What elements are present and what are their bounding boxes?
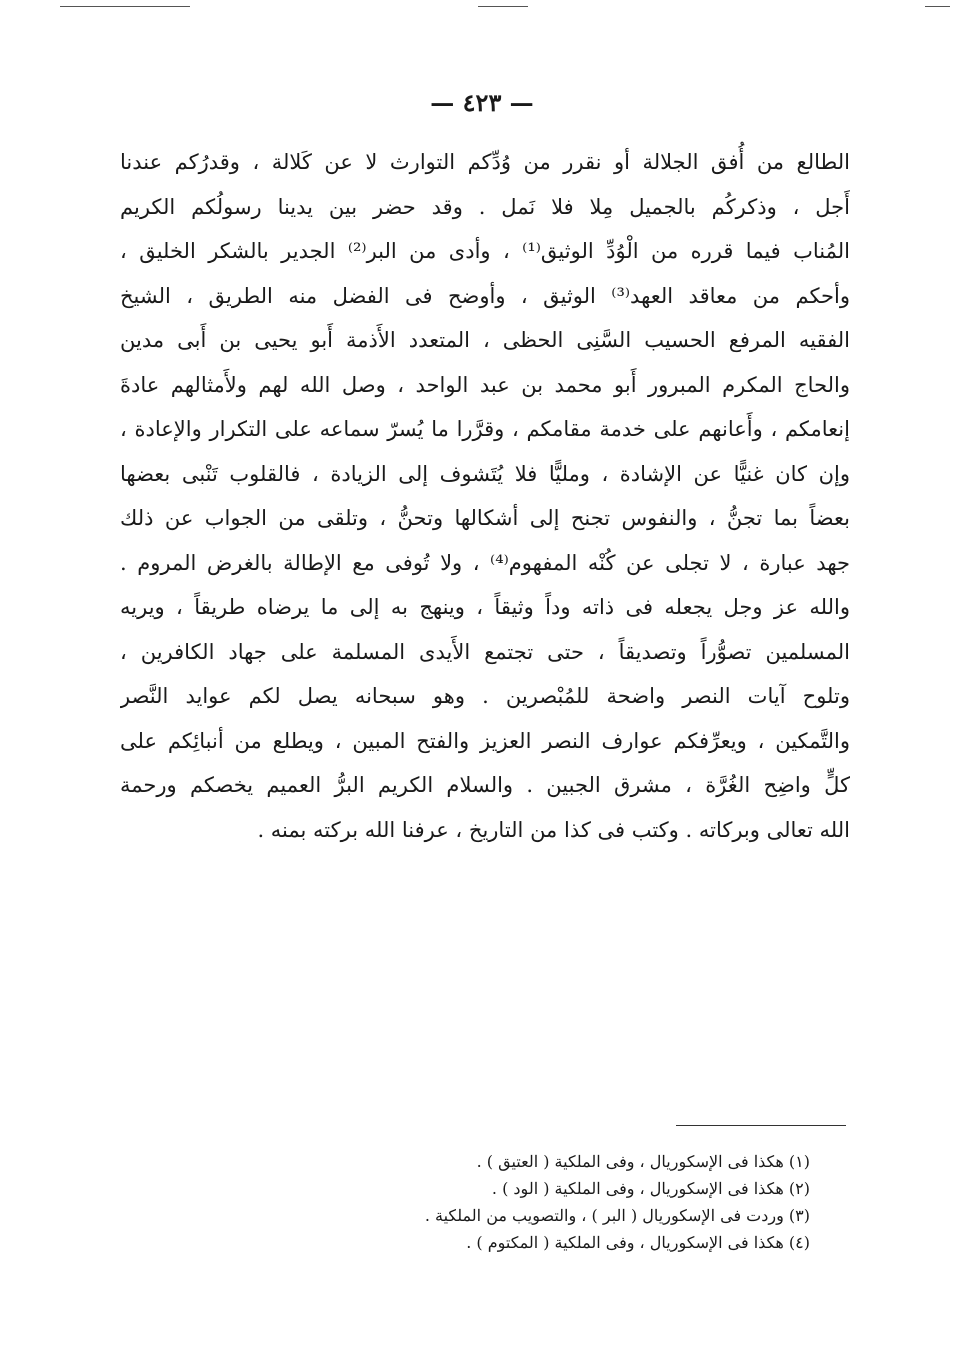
body-line: وتلوح آيات النصر واضحة للمُبْصرين . وهو سبحانه يصل لكم عوايد النَّصر [120,684,850,708]
footnote-3: (٣) وردت فى الإسكوريال ( البر ) ، والتصويب من الملكية . [424,1206,810,1225]
body-line: والتَّمكين ، ويعرِّفكم عوارف النصر العزيز والفتح المبين ، ويطلع من أنبائِكم على [120,728,850,753]
body-line: والحاج المكرم المبرور أَبو محمد بن عبد الواحد ، وصل الله لهم ولأَمثالهم عادةَ [120,372,850,397]
body-line: الفقيه المرفع الحسيب السَّنِى الحظى ، المتعدد الأَذمة أَبو يحيى بن أَبى مدين [120,328,850,352]
body-line: إنعامكم ، وأَعانهم على خدمة مقامكم ، وقرَّرا ما يُسرّ سماعه على التكرار والإعادة ، [120,417,850,441]
footnote-separator [676,1125,846,1126]
footnotes [300,1148,810,1256]
top-edge-rule-right [925,6,950,7]
body-line: الطالع من أُفق الجلالة أو نقرر من وُدِّكم التوارث لا عن كَلالة ، وقدرُكم عندنا [120,150,850,174]
page-number: — ٤٢٣ — [430,88,534,117]
footnote-1: (١) هكذا فى الإسكوريال ، وفى الملكية ( العتيق ) . [476,1152,810,1171]
footnote-4: (٤) هكذا فى الإسكوريال ، وفى الملكية ( المكتوم ) . [466,1233,810,1252]
top-edge-rule-center [478,6,528,7]
body-line: جهد عبارة ، لا تجلى عن كُنْه المفهوم⁽⁴⁾ ، ولا تُوفى مع الإطالة بالغرض المروم . [120,550,850,575]
body-line: كلٍّ واضِح الغُرَّة ، مشرق الجبين . والسلام الكريم البرُّ العميم يخصكم ورحمة [120,773,850,797]
body-line: والله عز وجل يجعله فى ذاته وداً وثيقاً ، وينهج به إلى ما يرضاه طريقاً ، ويريه [120,595,850,619]
top-edge-rule-left [60,6,190,7]
body-line: وإن كان غنيًّا عن الإشادة ، ومليًّا فلا يُتَشوف إلى الزيادة ، فالقلوب تَنْبى بعضها [120,461,850,486]
body-line: أَجل ، وذكركُم بالجميل مِلا فلا نَمل . وقد حضر بين يدينا رسولُكم الكريم [120,194,850,219]
body-line: وأحكم من معاقد العهد⁽³⁾ الوثيق ، وأوضح فى الفضل منه الطريق ، الشيخ [120,283,850,308]
body-line: المُناب فيما قرره من الْوُدِّ الوثيق⁽¹⁾ ، وأدى من البر⁽²⁾ الجدير بالشكر الخليق ، [120,239,850,263]
body-line: الله تعالى وبركاته . وكتب فى كذا من التاريخ ، عرفنا الله بركته بمنه . [257,817,850,842]
body-line: المسلمين تصوُّراً وتصديقاً ، حتى تجتمع الأَيدى المسلمة على جهاد الكافرين ، [120,639,850,664]
body-text [120,140,850,852]
footnote-2: (٢) هكذا فى الإسكوريال ، وفى الملكية ( الود ) . [491,1179,810,1198]
body-line: بعضاً بما تجنُّ ، والنفوس تجنح إلى أشكالها وتحنُّ ، وتلقى من الجواب عن ذلك [120,506,850,530]
